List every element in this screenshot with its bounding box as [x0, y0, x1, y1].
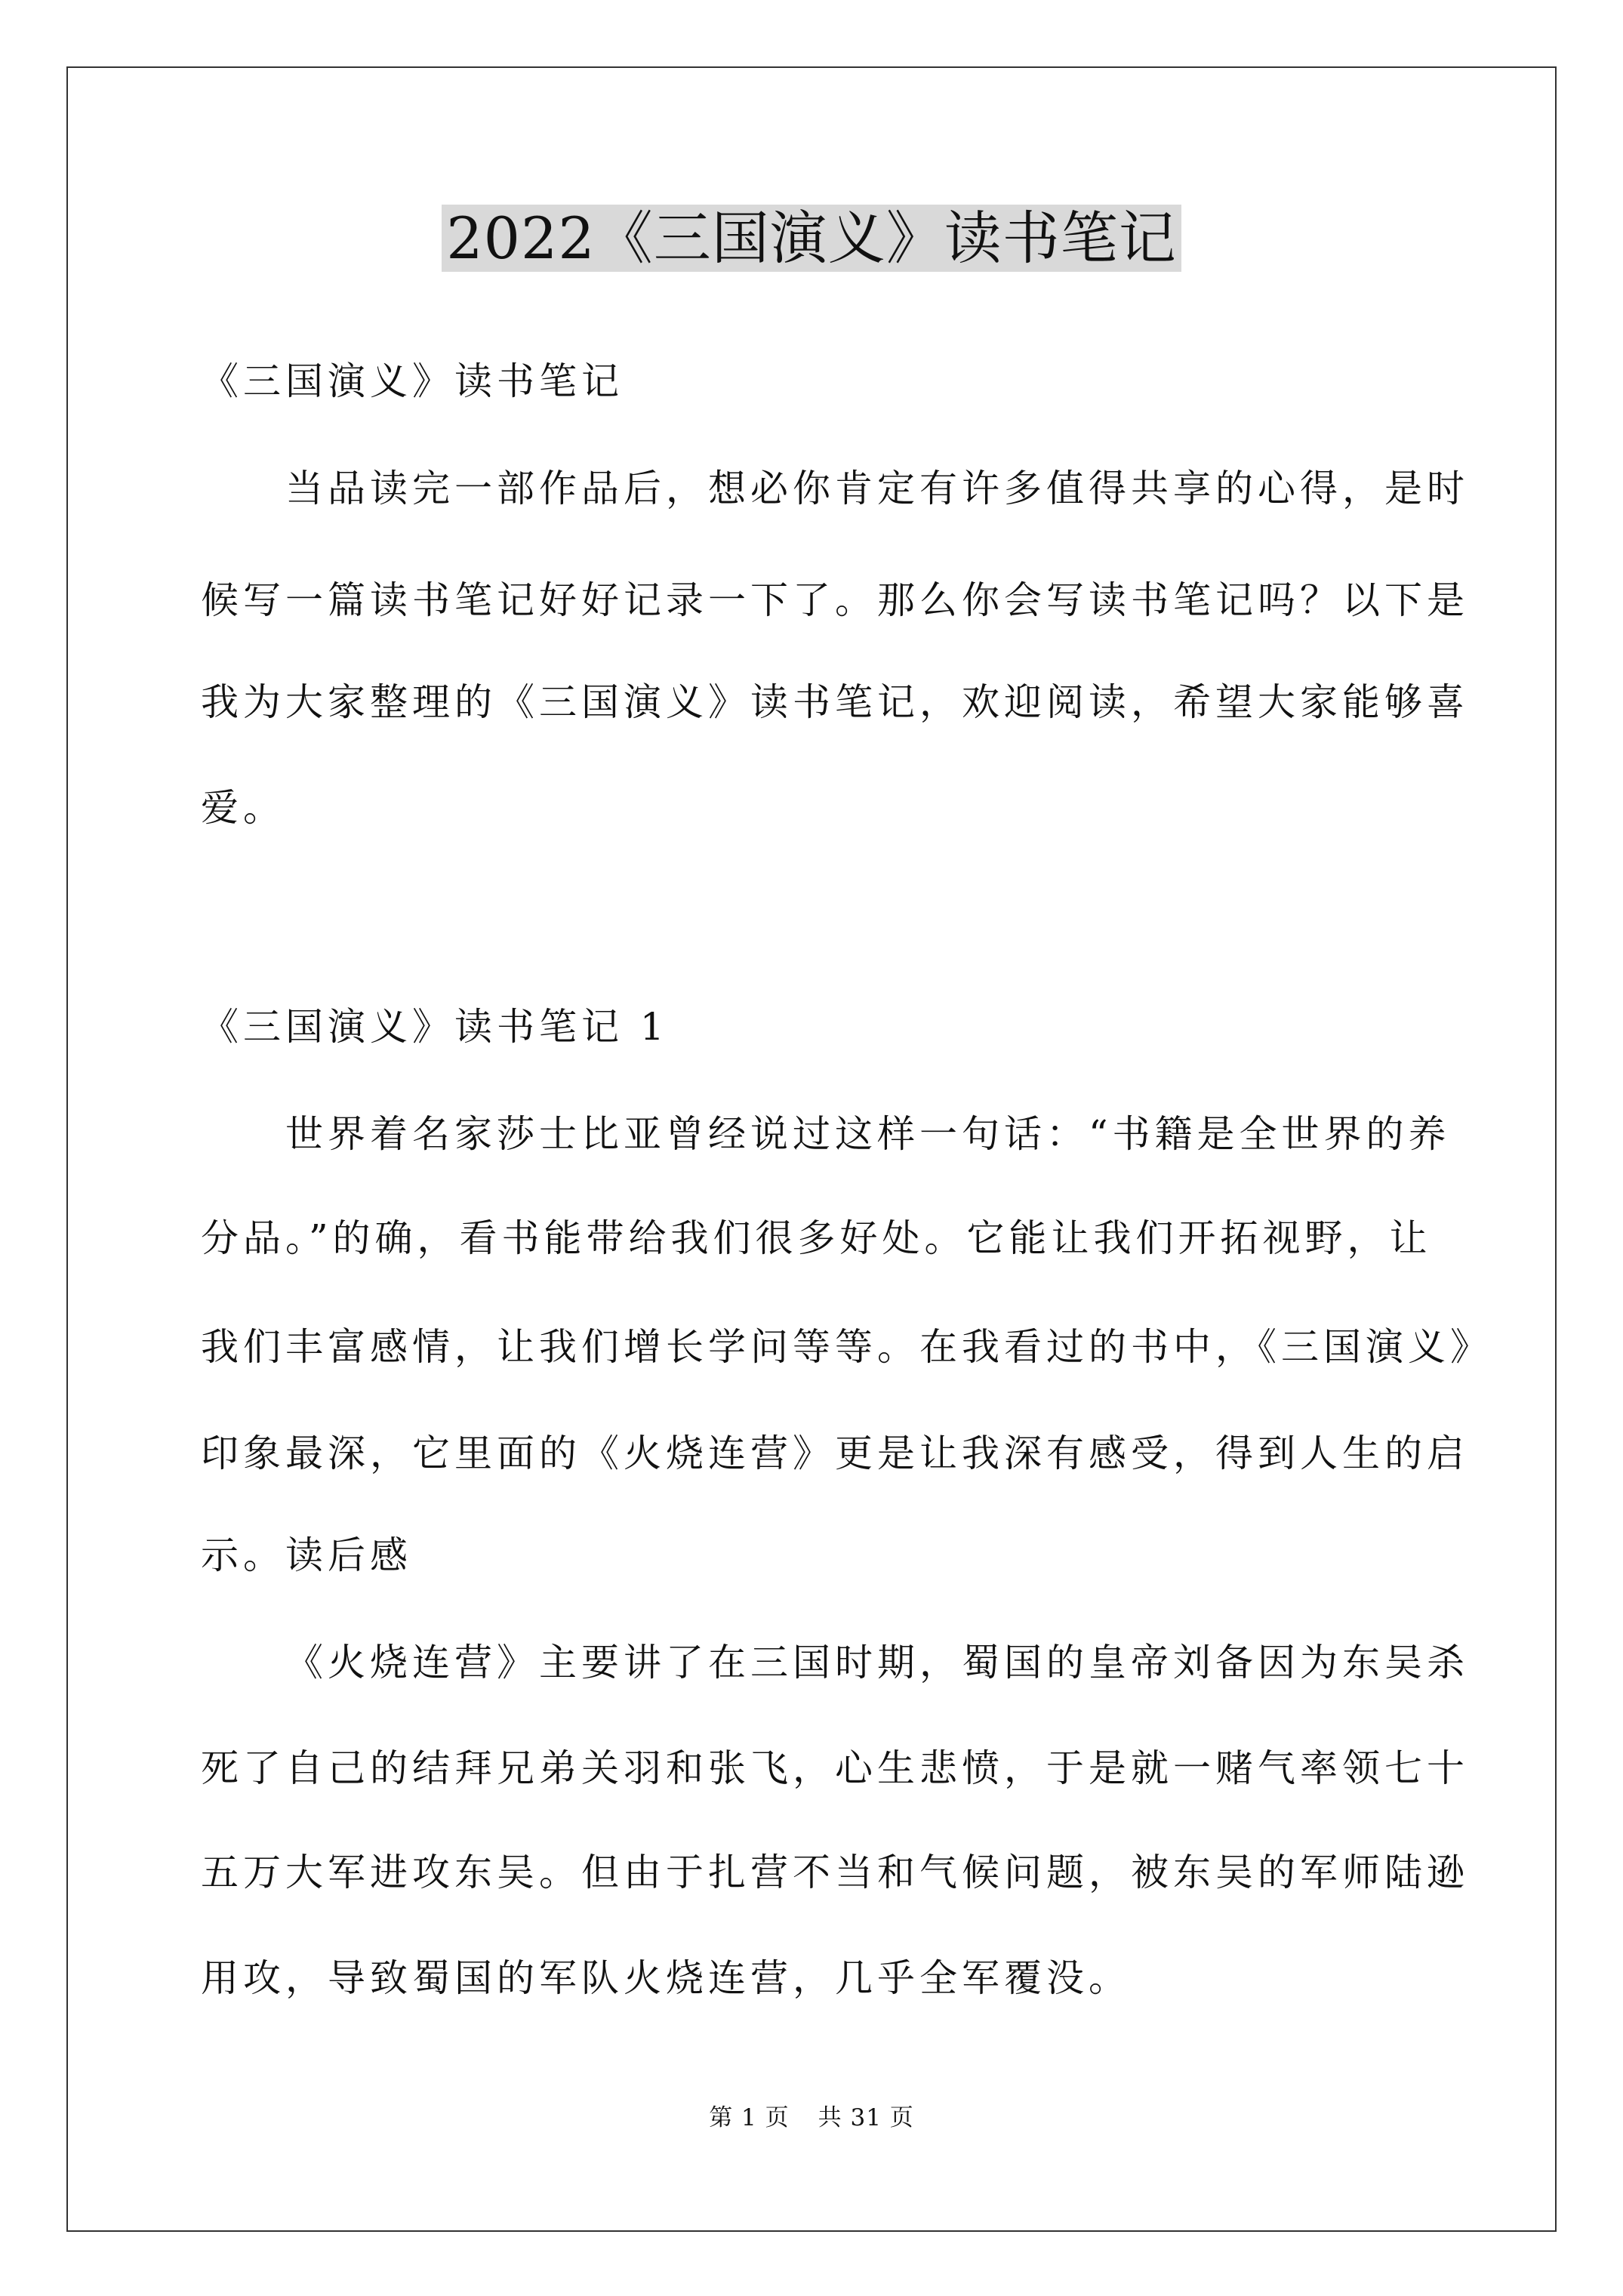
page-footer: [0, 2103, 1623, 2133]
section-heading: 《三国演义》读书笔记 1: [201, 1005, 669, 1049]
paragraph-line: 示。读后感: [201, 1533, 412, 1577]
paragraph-line: 死了自己的结拜兄弟关羽和张飞，心生悲愤，于是就一赌气率领七十: [201, 1746, 1469, 1790]
paragraph-line: 分品。”的确，看书能带给我们很多好处。它能让我们开拓视野，让: [201, 1216, 1432, 1260]
document-title: [0, 202, 1623, 275]
paragraph-line: 我们丰富感情，让我们增长学问等等。在我看过的书中，《三国演义》: [201, 1325, 1492, 1369]
paragraph-line: 我为大家整理的《三国演义》读书笔记，欢迎阅读，希望大家能够喜: [201, 680, 1469, 724]
paragraph-line: 爱。: [201, 786, 285, 830]
paragraph-line: 世界着名家莎士比亚曾经说过这样一句话：“书籍是全世界的养: [285, 1112, 1451, 1156]
section-heading: 《三国演义》读书笔记: [201, 359, 624, 403]
paragraph-line: 《火烧连营》主要讲了在三国时期，蜀国的皇帝刘备因为东吴杀: [285, 1641, 1469, 1684]
paragraph-line: 印象最深，它里面的《火烧连营》更是让我深有感受，得到人生的启: [201, 1432, 1469, 1475]
document-title-text: 2022《三国演义》读书笔记: [442, 205, 1181, 272]
page-total: 共 31 页: [818, 2104, 914, 2131]
paragraph-line: 用攻，导致蜀国的军队火烧连营，几乎全军覆没。: [201, 1956, 1131, 2000]
paragraph-line: 当品读完一部作品后，想必你肯定有许多值得共享的心得，是时: [285, 467, 1469, 510]
paragraph-line: 五万大军进攻东吴。但由于扎营不当和气候问题，被东吴的军师陆逊: [201, 1851, 1469, 1894]
page-number: 第 1 页: [709, 2104, 790, 2131]
paragraph-line: 候写一篇读书笔记好好记录一下了。那么你会写读书笔记吗？以下是: [201, 578, 1469, 622]
